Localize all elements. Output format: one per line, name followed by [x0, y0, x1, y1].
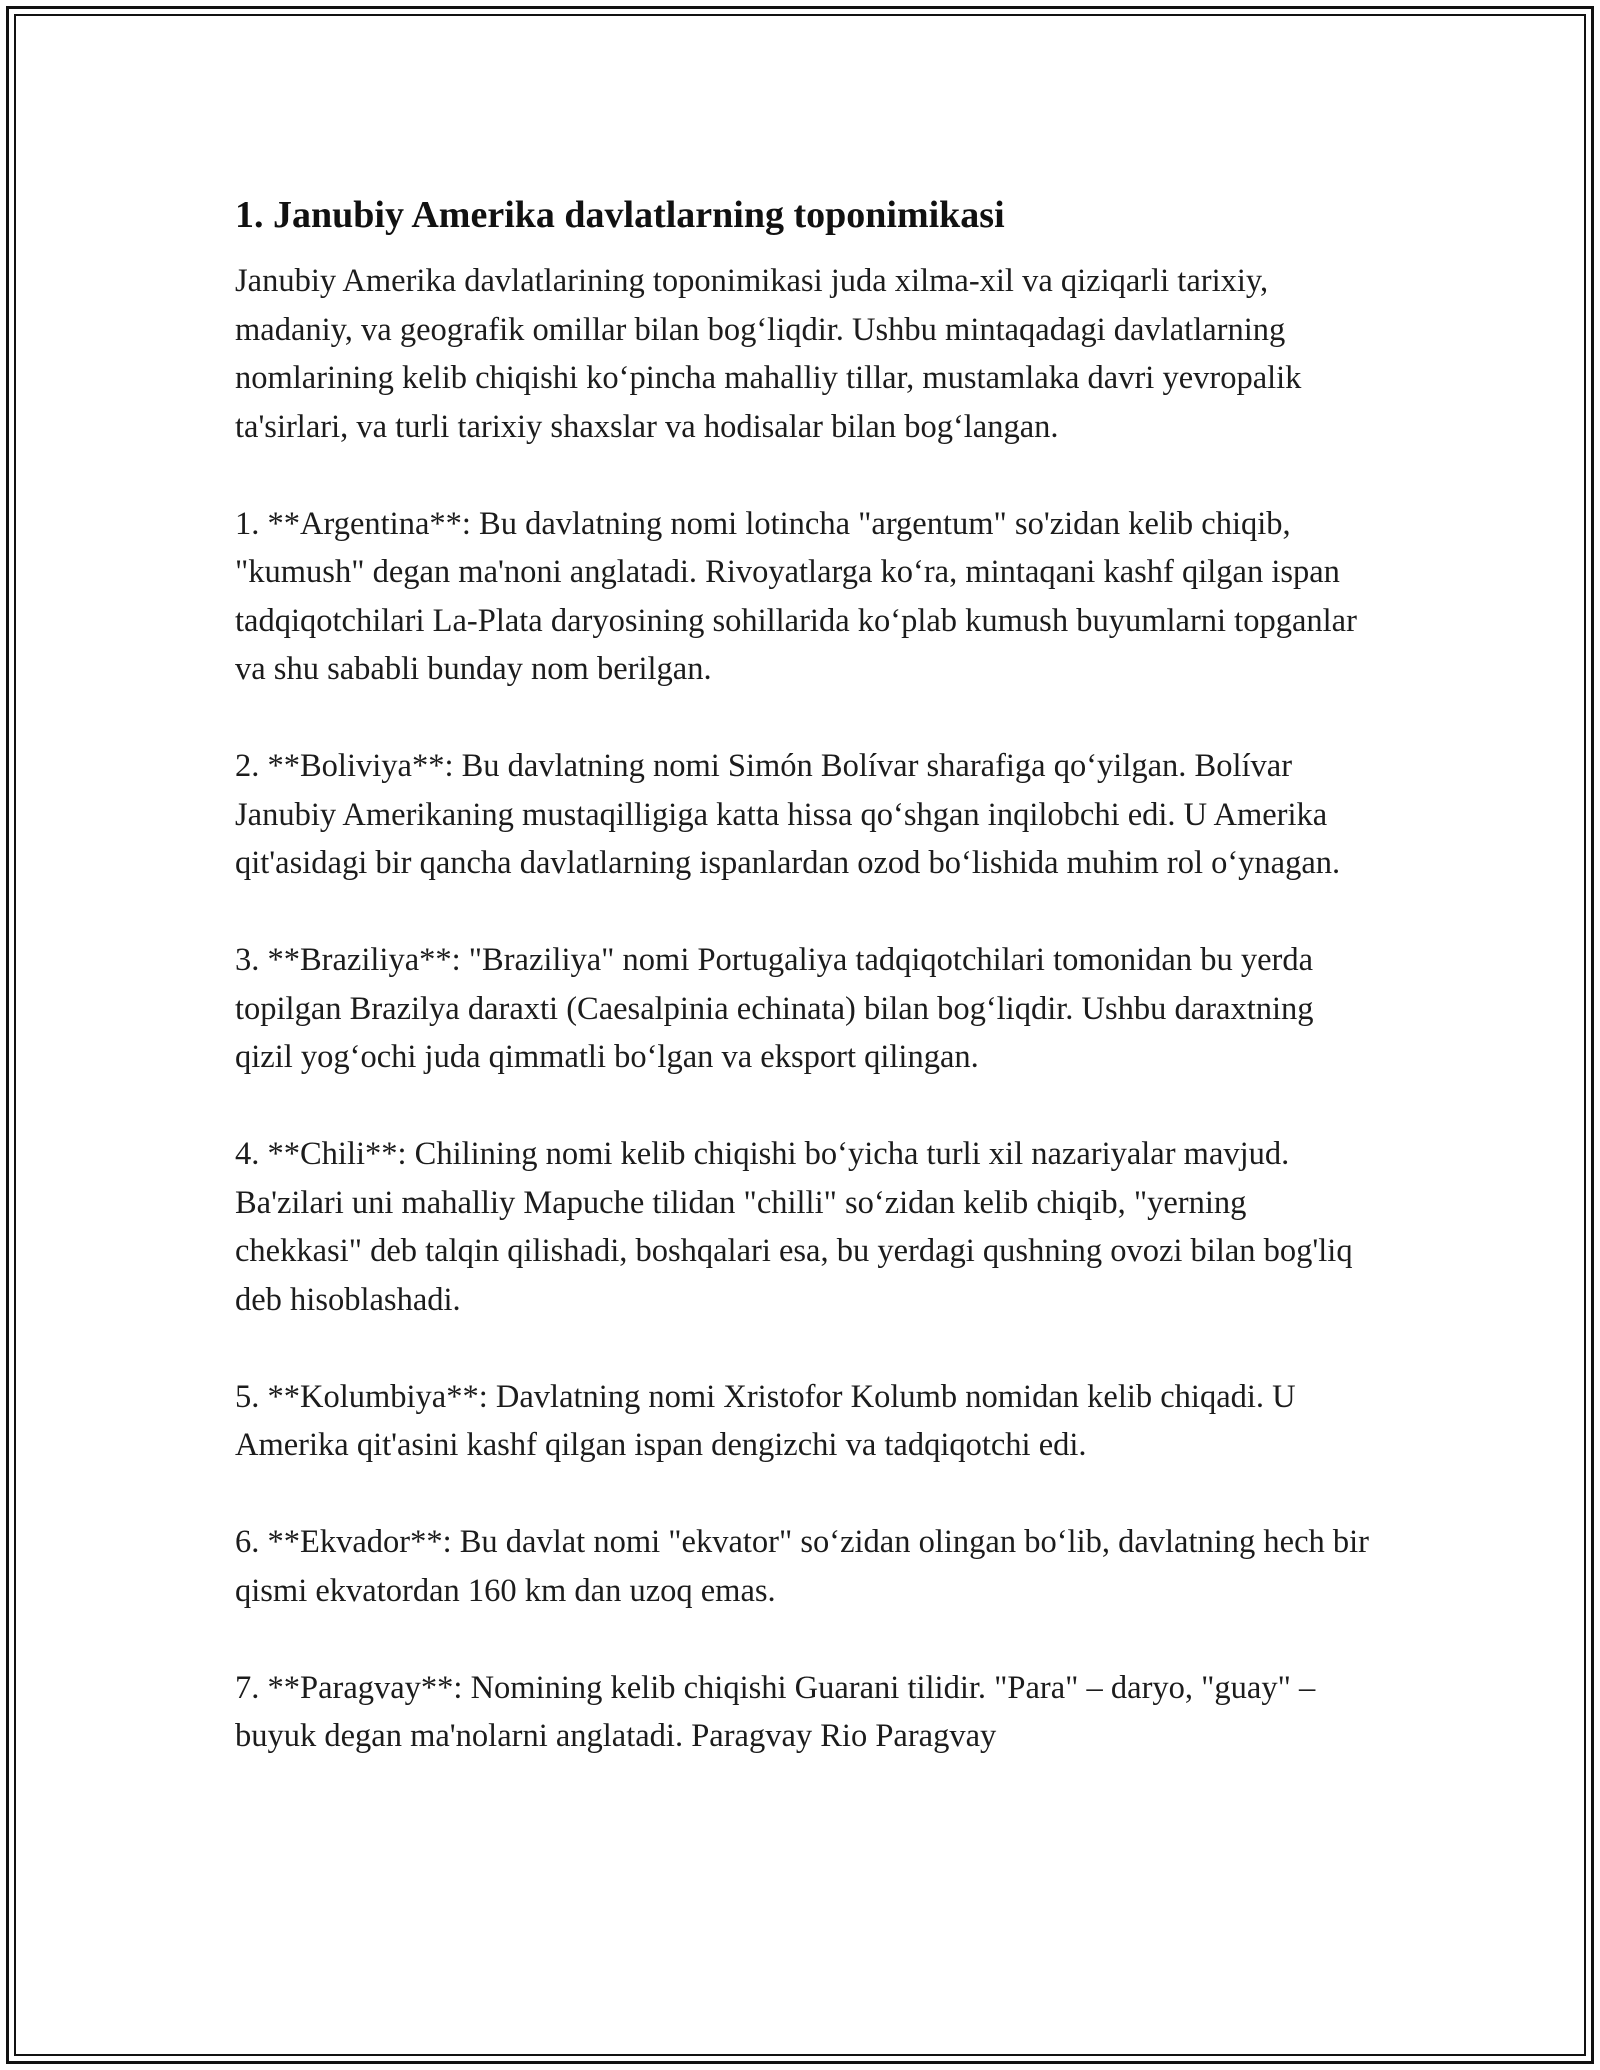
paragraph-ekvador: 6. **Ekvador**: Bu davlat nomi "ekvator" so‘zidan olingan bo‘lib, davlatning hech bir qismi ekvatordan 160 km dan uzoq emas. — [235, 1524, 1369, 1609]
paragraph-argentina: 1. **Argentina**: Bu davlatning nomi lotincha "argentum" so'zidan kelib chiqib, "kumush" degan ma'noni anglatadi. Rivoyatlarga ko‘ra, mintaqani kashf qilgan ispan tadqiqotchilari La-Plata daryosining sohillarida ko‘plab kumush buyumlarni topganlar va shu sababli bunday nom berilgan. — [235, 505, 1357, 687]
paragraph-braziliya: 3. **Braziliya**: "Braziliya" nomi Portugaliya tadqiqotchilari tomonidan bu yerda topilgan Brazilya daraxti (Caesalpinia echinata) bilan bog‘liqdir. Ushbu daraxtning qizil yog‘ochi juda qimmatli bo‘lgan va eksport qilingan. — [235, 942, 1314, 1075]
paragraph-kolumbiya: 5. **Kolumbiya**: Davlatning nomi Xristofor Kolumb nomidan kelib chiqadi. U Amerika qit'asini kashf qilgan ispan dengizchi va tadqiqotchi edi. — [235, 1378, 1296, 1463]
paragraph-boliviya: 2. **Boliviya**: Bu davlatning nomi Simón Bolívar sharafiga qo‘yilgan. Bolívar Janubiy Amerikaning mustaqilligiga katta hissa qo‘shgan inqilobchi edi. U Amerika qit'asidagi bir qancha davlatlarning ispanlardan ozod bo‘lishida muhim rol o‘ynagan. — [235, 748, 1341, 881]
document-title: 1. Janubiy Amerika davlatlarning toponimikasi — [235, 194, 1005, 236]
document-body — [235, 185, 1375, 1809]
paragraph-paragvay: 7. **Paragvay**: Nomining kelib chiqishi Guarani tilidir. "Para" – daryo, "guay" – buyuk degan ma'nolarni anglatadi. Paragvay Rio Paragvay — [235, 1669, 1316, 1754]
paragraph-chili: 4. **Chili**: Chilining nomi kelib chiqishi bo‘yicha turli xil nazariyalar mavjud. Ba'zilari uni mahalliy Mapuche tilidan "chilli" so‘zidan kelib chiqib, "yerning chekkasi" deb talqin qilishadi, boshqalari esa, bu yerdagi qushning ovozi bilan bog'liq deb hisoblashadi. — [235, 1136, 1353, 1318]
intro-paragraph: Janubiy Amerika davlatlarining toponimikasi juda xilma-xil va qiziqarli tarixiy, madaniy, va geografik omillar bilan bog‘liqdir. Ushbu mintaqadagi davlatlarning nomlarining kelib chiqishi ko‘pincha mahalliy tillar, mustamlaka davri yevropalik ta'sirlari, va turli tarixiy shaxslar va hodisalar bilan bog‘langan. — [235, 263, 1302, 445]
